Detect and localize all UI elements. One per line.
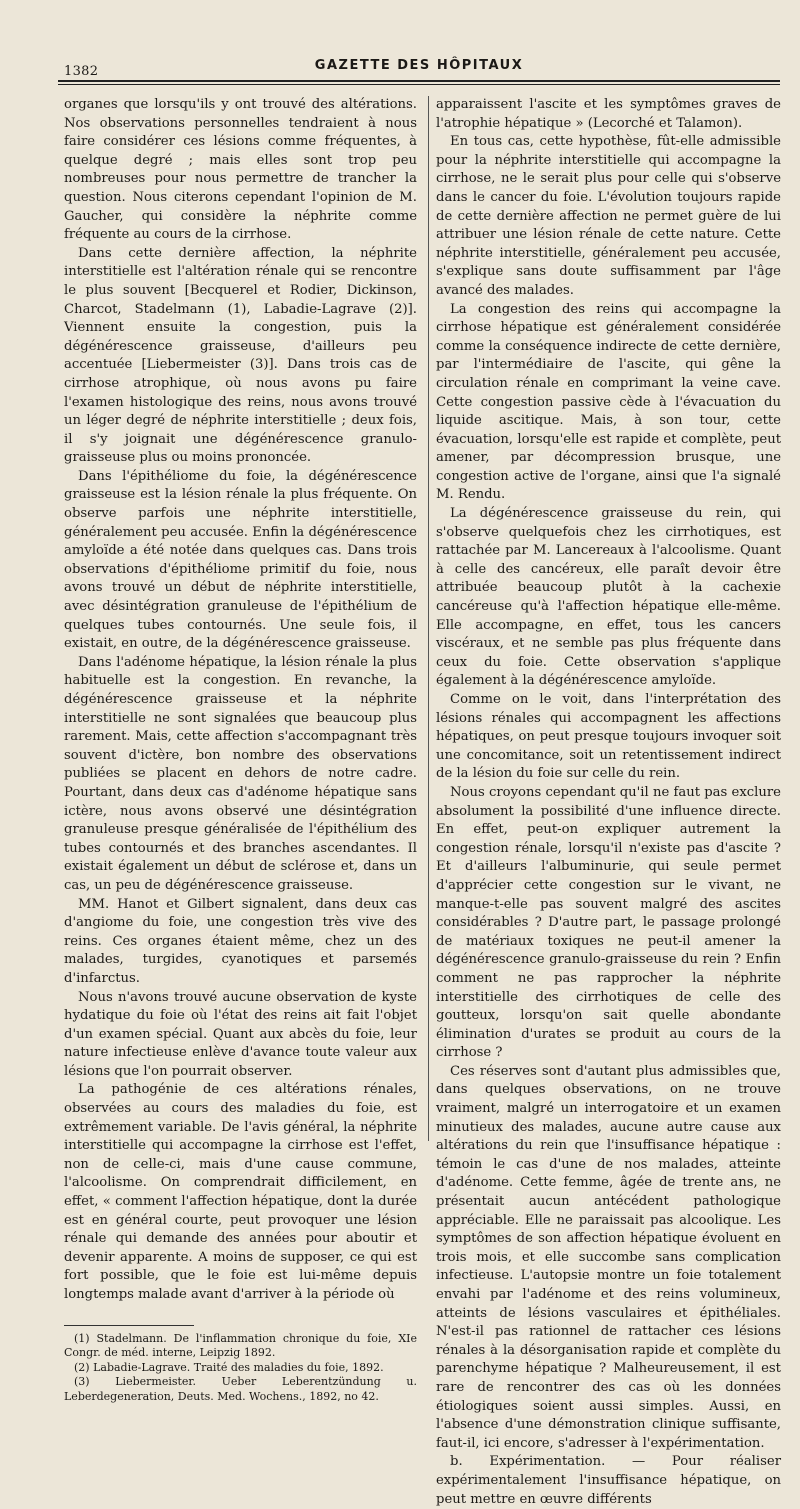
paragraph: La pathogénie de ces altérations rénales, observées au cours des maladies du foie, est extrêmement variable. De l'avis général, la néphrite interstitielle qui accompagne la cirrhose est l'effet, non de celle-ci, mais d'une cause commune, l'alcoolisme. On comprendrait difficilement, en effet, « comment l'affection hépatique, dont la durée est en général courte, peut provoquer une lésion rénale qui demande des années pour aboutir et devenir apparente. A moins de supposer, ce qui est fort possible, que le foie est lui-même depuis longtemps malade avant d'arriver à la période où xyxy=(64,1082,417,1302)
page-number: 1382 xyxy=(64,64,99,79)
paragraph: Nous n'avons trouvé aucune observation de kyste hydatique du foie où l'état des reins ait fait l'objet d'un examen spécial. Quant aux abcès du foie, leur nature infectieuse enlève d'avance toute valeur aux lésions que l'on pourrait observer. xyxy=(64,989,417,1079)
paragraph: Nous croyons cependant qu'il ne faut pas exclure absolument la possibilité d'une influence directe. En effet, peut-on expliquer autrement la congestion rénale, lorsqu'il n'existe pas d'ascite ? Et d'ailleurs l'albuminurie, qui seule permet d'apprécier cette congestion sur le vivant, ne manque-t-elle pas souvent malgré des ascites considérables ? D'autre part, le passage prolongé de matériaux toxiques ne peut-il amener la dégénérescence granulo-graisseuse du rein ? Enfin comment ne pas rapprocher la néphrite interstitielle des cirrhotiques de celle des goutteux, lorsqu'on sait quelle abondante élimination d'urates se produit au cours de la cirrhose ? xyxy=(436,784,781,1061)
footnote: (1) Stadelmann. De l'inflammation chronique du foie, XIe Congr. de méd. interne, Leipzig 1892. xyxy=(64,1331,417,1360)
paragraph: Dans cette dernière affection, la néphrite interstitielle est l'altération rénale qui se rencontre le plus souvent [Becquerel et Rodier, Dickinson, Charcot, Stadelmann (1), Labadie-Lagrave (2)]. Viennent ensuite la congestion, puis la dégénérescence graisseuse, d'ailleurs peu accentuée [Liebermeister (3)]. Dans trois cas de cirrhose atrophique, où nous avons pu faire l'examen histologique des reins, nous avons trouvé un léger degré de néphrite interstitielle ; deux fois, il s'y joignait une dégénérescence granulo-graisseuse plus ou moins prononcée. xyxy=(64,245,417,466)
paragraph: Dans l'épithéliome du foie, la dégénérescence graisseuse est la lésion rénale la plus fréquente. On observe parfois une néphrite interstitielle, généralement peu accusée. Enfin la dégénérescence amyloïde a été notée dans quelques cas. Dans trois observations d'épithéliome primitif du foie, nous avons trouvé un début de néphrite interstitielle, avec désintégration granuleuse de l'épithélium de quelques tubes contournés. Une seule fois, il existait, en outre, de la dégénérescence graisseuse. xyxy=(64,468,417,652)
right-column xyxy=(436,96,781,1509)
paragraph: b. Expérimentation. — Pour réaliser expérimentalement l'insuffisance hépatique, on peut mettre en œuvre différents xyxy=(436,1454,781,1507)
column-divider xyxy=(428,96,429,1141)
paragraph: organes que lorsqu'ils y ont trouvé des altérations. Nos observations personnelles tendraient à nous faire considérer ces lésions comme fréquentes, à quelque degré ; mais elles sont trop peu nombreuses pour nous permettre de trancher la question. Nous citerons cependant l'opinion de M. Gaucher, qui considère la néphrite comme fréquente au cours de la cirrhose. xyxy=(64,97,417,243)
footnote-rule xyxy=(64,1325,194,1326)
paragraph: apparaissent l'ascite et les symptômes graves de l'atrophie hépatique » (Lecorché et Talamon). xyxy=(436,97,781,131)
header-rule-thin xyxy=(58,84,780,85)
paragraph: La dégénérescence graisseuse du rein, qui s'observe quelquefois chez les cirrhotiques, est rattachée par M. Lancereaux à l'alcoolisme. Quant à celle des cancéreux, elle paraît devoir être attribuée beaucoup plutôt à la cachexie cancéreuse qu'à l'affection hépatique elle-même. Elle accompagne, en effet, tous les cancers viscéraux, et ne semble pas plus fréquente dans ceux du foie. Cette observation s'applique également à la dégénérescence amyloïde. xyxy=(436,506,781,689)
paragraph: La congestion des reins qui accompagne la cirrhose hépatique est généralement considérée comme la conséquence indirecte de cette dernière, par l'intermédiaire de l'ascite, qui gêne la circulation rénale en comprimant la veine cave. Cette congestion passive cède à l'évacuation du liquide ascitique. Mais, à son tour, cette évacuation, lorsqu'elle est rapide et complète, peut amener, par décompression brusque, une congestion active de l'organe, ainsi que l'a signalé M. Rendu. xyxy=(436,301,781,503)
running-title: GAZETTE DES HÔPITAUX xyxy=(314,58,524,73)
page-header xyxy=(58,52,780,79)
paragraph: Ces réserves sont d'autant plus admissibles que, dans quelques observations, on ne trouve vraiment, malgré un interrogatoire et un examen minutieux des malades, aucune autre cause aux altérations du rein que l'insuffisance hépatique : témoin le cas d'une de nos malades, atteinte d'adénome. Cette femme, âgée de trente ans, ne présentait aucun antécédent pathologique appréciable. Elle ne paraissait pas alcoolique. Les symptômes de son affection hépatique évoluent en trois mois, et elle succombe sans complication infectieuse. L'autopsie montre un foie totalement envahi par l'adénome et des reins volumineux, atteints de lésions vasculaires et épithéliales. N'est-il pas rationnel de rattacher ces lésions rénales à la désorganisation rapide et complète du parenchyme hépatique ? Malheureusement, il est rare de rencontrer des cas où les données étiologiques soient aussi simples. Aussi, en l'absence d'une démonstration clinique suffisante, faut-il, ici encore, s'adresser à l'expérimentation. xyxy=(436,1063,781,1451)
paragraph: Comme on le voit, dans l'interprétation des lésions rénales qui accompagnent les affections hépatiques, on peut presque toujours invoquer soit une concomitance, soit un retentissement indirect de la lésion du foie sur celle du rein. xyxy=(436,692,781,782)
footnotes xyxy=(64,1332,417,1405)
paragraph: MM. Hanot et Gilbert signalent, dans deux cas d'angiome du foie, une congestion très vive des reins. Ces organes étaient même, chez un des malades, turgides, cyanotiques et parsemés d'infarctus. xyxy=(64,896,417,986)
footnote: (2) Labadie-Lagrave. Traité des maladies du foie, 1892. xyxy=(74,1360,384,1374)
paragraph: En tous cas, cette hypothèse, fût-elle admissible pour la néphrite interstitielle qui accompagne la cirrhose, ne le serait plus pour celle qui s'observe dans le cancer du foie. L'évolution toujours rapide de cette dernière affection ne permet guère de lui attribuer une lésion rénale de cette nature. Cette néphrite interstitielle, généralement peu accusée, s'explique sans doute suffisamment par l'âge avancé des malades. xyxy=(436,134,781,298)
footnote: (3) Liebermeister. Ueber Leberentzündung u. Leberdegeneration, Deuts. Med. Wochens., 1892, no 42. xyxy=(64,1375,417,1403)
left-column xyxy=(64,96,417,1405)
paragraph: Dans l'adénome hépatique, la lésion rénale la plus habituelle est la congestion. En revanche, la dégénérescence graisseuse et la néphrite interstitielle ne sont signalées que beaucoup plus rarement. Mais, cette affection s'accompagnant très souvent d'ictère, bon nombre des observations publiées se placent en dehors de notre cadre. Pourtant, dans deux cas d'adénome hépatique sans ictère, nous avons observé une désintégration granuleuse presque généralisée de l'épithélium des tubes contournés et des branches ascendantes. Il existait également un début de sclérose et, dans un cas, un peu de dégénérescence graisseuse. xyxy=(64,654,417,893)
header-rule xyxy=(58,80,780,82)
